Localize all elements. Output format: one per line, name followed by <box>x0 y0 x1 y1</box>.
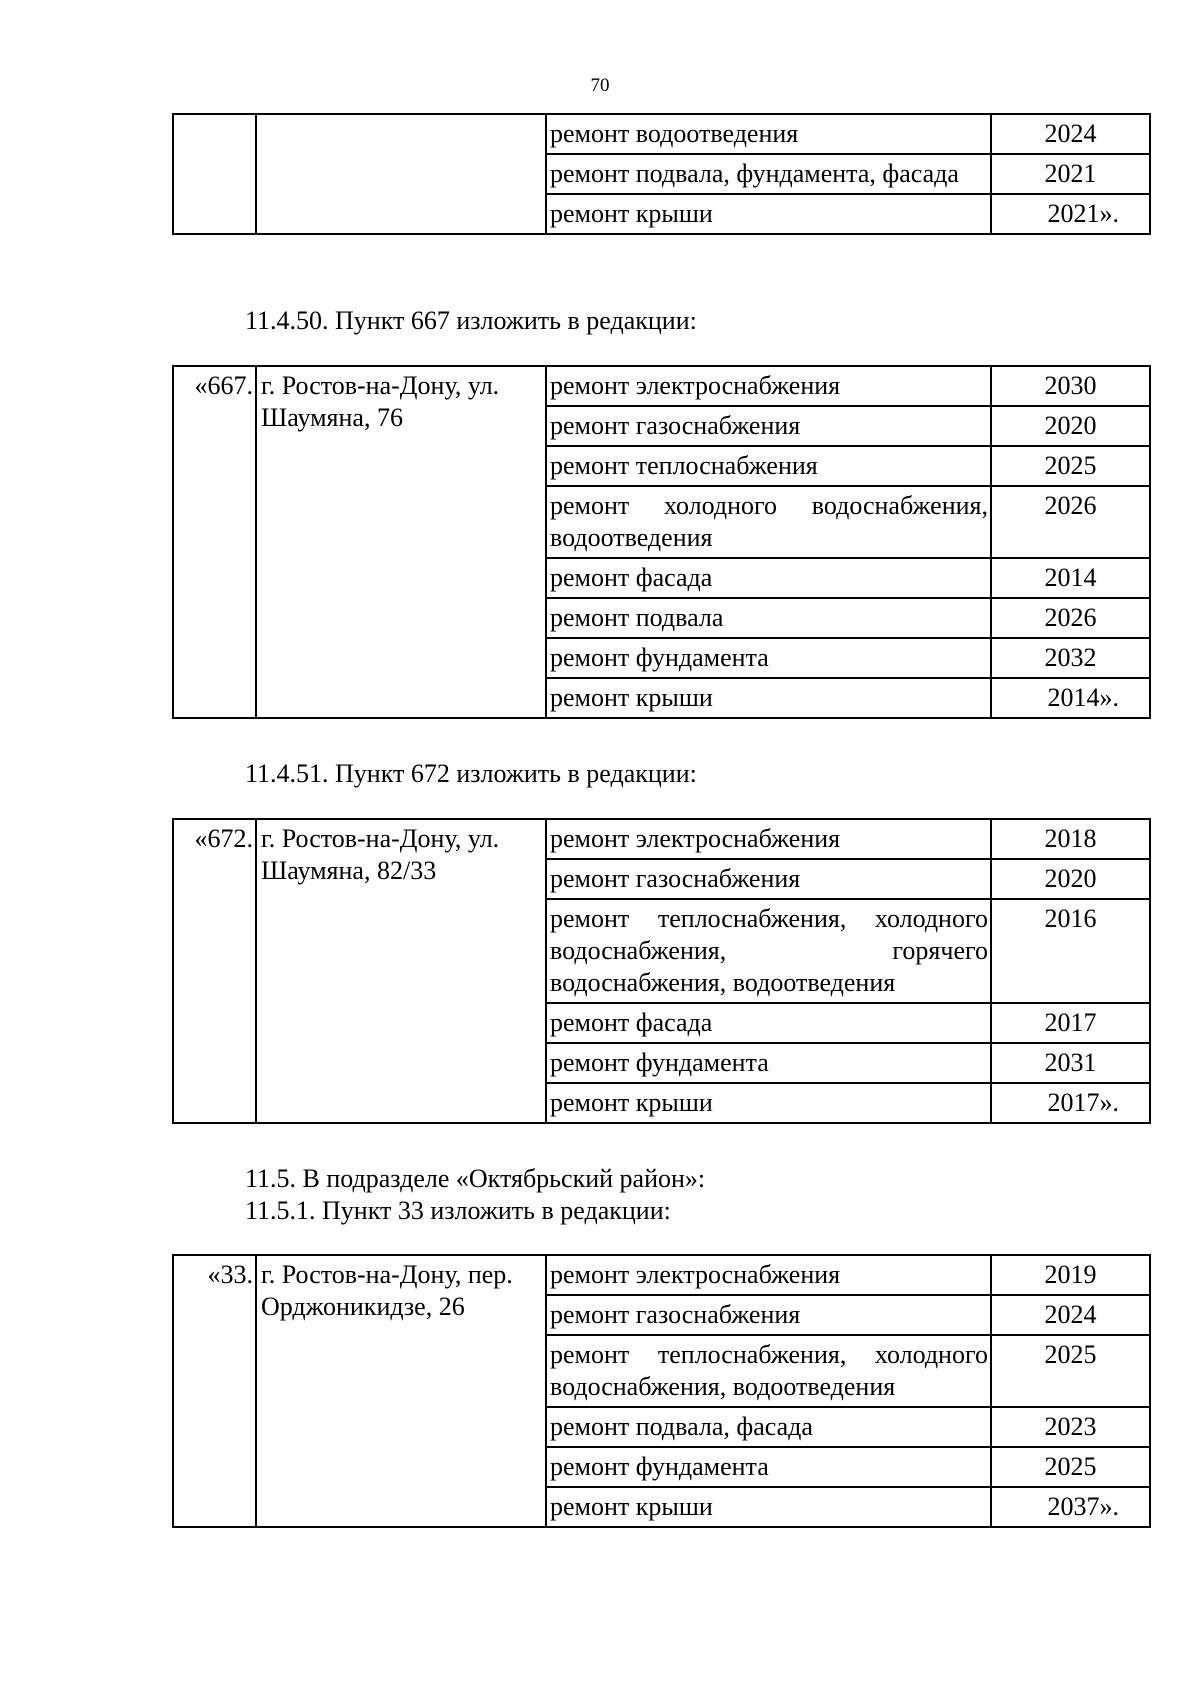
number-cell: «667. <box>173 366 256 718</box>
number-cell: «672. <box>173 819 256 1123</box>
paragraph-item-11-5: 11.5. В подразделе «Октябрьский район»: <box>245 1164 706 1193</box>
year-cell: 2026 <box>991 486 1150 558</box>
table-row <box>173 366 1150 406</box>
year-cell: 2019 <box>991 1255 1150 1295</box>
work-cell: ремонт электроснабжения <box>546 366 991 406</box>
work-cell: ремонт теплоснабжения <box>546 446 991 486</box>
table-row <box>173 114 1150 154</box>
work-cell: ремонт фасада <box>546 558 991 598</box>
year-cell: 2026 <box>991 598 1150 638</box>
year-cell: 2024 <box>991 1295 1150 1335</box>
year-cell: 2032 <box>991 638 1150 678</box>
work-cell: ремонт водоотведения <box>546 114 991 154</box>
table-item-667 <box>172 365 1151 719</box>
year-cell: 2025 <box>991 1447 1150 1487</box>
year-cell: 2025 <box>991 446 1150 486</box>
paragraph-item-11-4-51: 11.4.51. Пункт 672 изложить в редакции: <box>245 759 697 788</box>
paragraph-item-11-4-50: 11.4.50. Пункт 667 изложить в редакции: <box>245 306 697 335</box>
year-cell: 2017». <box>991 1083 1150 1123</box>
work-cell: ремонт подвала <box>546 598 991 638</box>
table-item-672 <box>172 818 1151 1124</box>
work-cell: ремонт газоснабжения <box>546 859 991 899</box>
year-cell: 2023 <box>991 1407 1150 1447</box>
work-cell: ремонт фасада <box>546 1003 991 1043</box>
table-row <box>173 1255 1150 1295</box>
work-cell: ремонт крыши <box>546 1487 991 1527</box>
address-cell: г. Ростов-на-Дону, ул. Шаумяна, 82/33 <box>256 819 546 1123</box>
table-continuation <box>172 113 1151 235</box>
year-cell: 2021». <box>991 194 1150 234</box>
year-cell: 2014 <box>991 558 1150 598</box>
work-cell: ремонт теплоснабжения, холодного водоснабжения, горячего водоснабжения, водоотведения <box>546 899 991 1003</box>
year-cell: 2014». <box>991 678 1150 718</box>
table-row <box>173 819 1150 859</box>
paragraph-item-11-5-1: 11.5.1. Пункт 33 изложить в редакции: <box>245 1196 671 1225</box>
work-cell: ремонт фундамента <box>546 638 991 678</box>
page-number: 70 <box>590 75 610 96</box>
number-cell: «33. <box>173 1255 256 1527</box>
work-cell: ремонт газоснабжения <box>546 406 991 446</box>
year-cell: 2020 <box>991 859 1150 899</box>
year-cell: 2020 <box>991 406 1150 446</box>
work-cell: ремонт холодного водоснабжения, водоотведения <box>546 486 991 558</box>
work-cell: ремонт подвала, фундамента, фасада <box>546 154 991 194</box>
work-cell: ремонт фундамента <box>546 1447 991 1487</box>
work-cell: ремонт электроснабжения <box>546 1255 991 1295</box>
work-cell: ремонт крыши <box>546 1083 991 1123</box>
year-cell: 2025 <box>991 1335 1150 1407</box>
year-cell: 2017 <box>991 1003 1150 1043</box>
year-cell: 2021 <box>991 154 1150 194</box>
address-cell: г. Ростов-на-Дону, пер. Орджоникидзе, 26 <box>256 1255 546 1527</box>
year-cell: 2016 <box>991 899 1150 1003</box>
work-cell: ремонт фундамента <box>546 1043 991 1083</box>
year-cell: 2024 <box>991 114 1150 154</box>
year-cell: 2031 <box>991 1043 1150 1083</box>
address-cell <box>256 114 546 234</box>
work-cell: ремонт подвала, фасада <box>546 1407 991 1447</box>
year-cell: 2018 <box>991 819 1150 859</box>
work-cell: ремонт теплоснабжения, холодного водоснабжения, водоотведения <box>546 1335 991 1407</box>
work-cell: ремонт крыши <box>546 194 991 234</box>
address-cell: г. Ростов-на-Дону, ул. Шаумяна, 76 <box>256 366 546 718</box>
work-cell: ремонт крыши <box>546 678 991 718</box>
year-cell: 2030 <box>991 366 1150 406</box>
table-item-33 <box>172 1254 1151 1528</box>
work-cell: ремонт электроснабжения <box>546 819 991 859</box>
number-cell <box>173 114 256 234</box>
work-cell: ремонт газоснабжения <box>546 1295 991 1335</box>
year-cell: 2037». <box>991 1487 1150 1527</box>
